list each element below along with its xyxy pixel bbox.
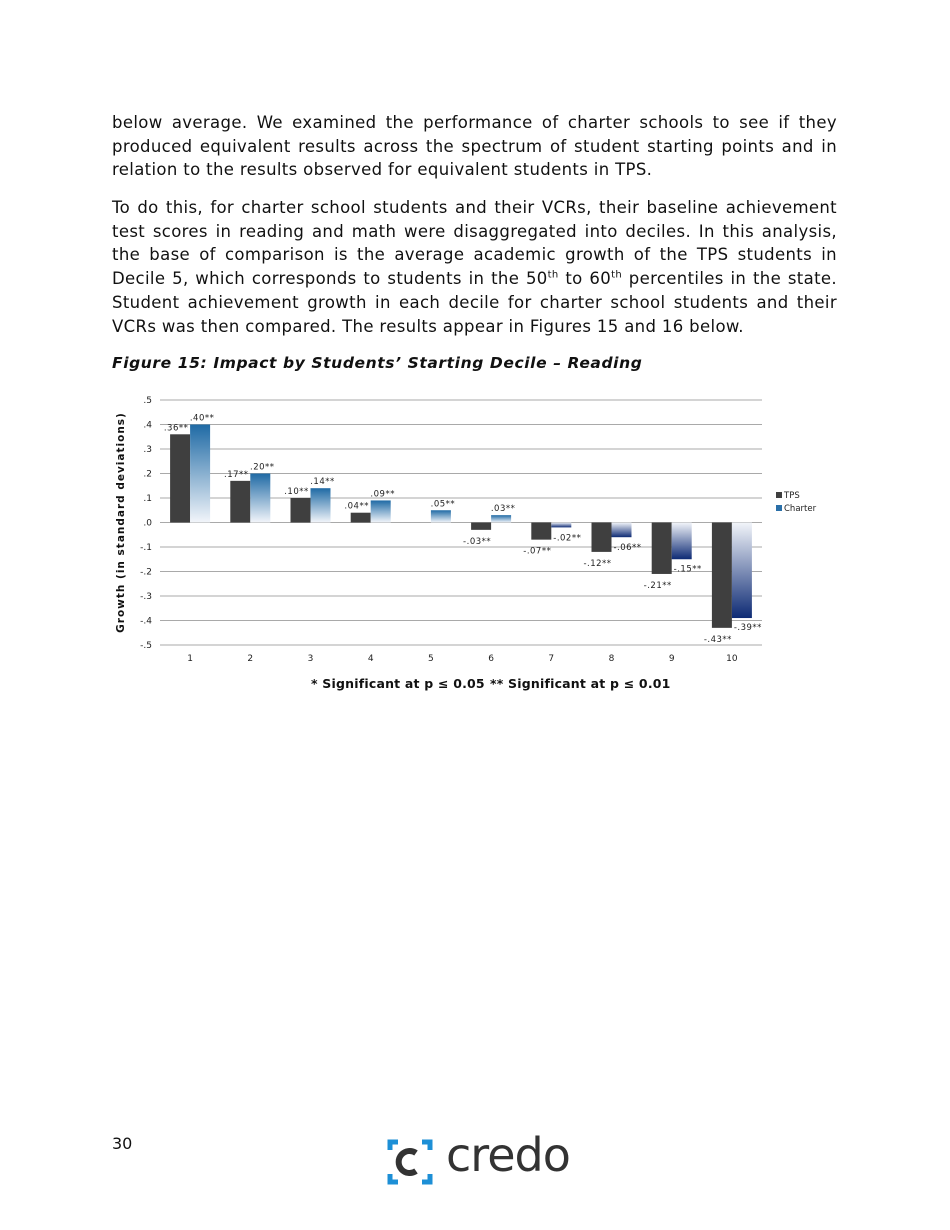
tps-data-label: .10** bbox=[284, 487, 309, 497]
charter-data-label: -.02** bbox=[553, 533, 582, 544]
charter-bar bbox=[190, 425, 210, 523]
tps-data-label: -.21** bbox=[643, 580, 672, 591]
tps-data-label: .36** bbox=[163, 423, 189, 434]
y-tick-label: .1 bbox=[143, 494, 152, 504]
tps-bar bbox=[652, 523, 672, 574]
charter-bar bbox=[311, 488, 331, 522]
x-tick-label: 8 bbox=[608, 654, 615, 664]
charter-data-label: .20** bbox=[250, 462, 275, 473]
tps-data-label: -.03** bbox=[463, 536, 492, 547]
tps-bar bbox=[531, 523, 551, 540]
charter-bar bbox=[551, 523, 571, 528]
charter-data-label: -.39** bbox=[733, 623, 762, 634]
tps-bar bbox=[170, 434, 190, 522]
tps-data-label: -.07** bbox=[523, 546, 552, 557]
tps-bar bbox=[351, 513, 371, 523]
charter-data-label: -.06** bbox=[613, 543, 642, 554]
tps-data-label: -.43** bbox=[703, 634, 732, 645]
charter-data-label: .03** bbox=[490, 504, 516, 515]
charter-data-label: .14** bbox=[310, 477, 335, 488]
credo-logo bbox=[386, 1128, 570, 1188]
method-text-c: percentiles in the state. Student achievement growth in each decile for charter school students and their VCRs was then compared. The results appear in Figures 15 and 16 below. bbox=[112, 269, 837, 336]
y-tick-label: .0 bbox=[143, 518, 152, 529]
legend-swatch-tps bbox=[776, 492, 782, 498]
charter-bar bbox=[732, 523, 752, 619]
y-tick-label: -.4 bbox=[140, 616, 152, 627]
charter-bar bbox=[431, 510, 451, 522]
x-tick-label: 2 bbox=[247, 654, 254, 664]
tps-bar bbox=[291, 498, 311, 523]
charter-bar bbox=[371, 500, 391, 522]
legend-swatch-charter bbox=[776, 505, 782, 511]
y-tick-label: -.3 bbox=[140, 592, 152, 602]
superscript-th-2: th bbox=[611, 269, 623, 281]
bar-chart bbox=[108, 388, 828, 668]
page-number: 30 bbox=[112, 1134, 133, 1153]
x-tick-label: 5 bbox=[428, 654, 434, 664]
method-paragraph bbox=[112, 196, 837, 338]
tps-bar bbox=[712, 523, 732, 628]
charter-bar bbox=[612, 523, 632, 538]
y-tick-label: -.2 bbox=[140, 567, 152, 578]
x-tick-label: 3 bbox=[307, 654, 314, 664]
figure-title: Figure 15: Impact by Students’ Starting Decile – Reading bbox=[112, 354, 643, 372]
method-text-b: to 60 bbox=[558, 269, 612, 289]
charter-data-label: .05** bbox=[430, 499, 456, 510]
y-tick-label: .3 bbox=[143, 445, 152, 455]
method-text-a: To do this, for charter school students and their VCRs, their baseline achievement test scores in reading and math were disaggregated into deciles. In this analysis, the base of comparison is the average academic growth of the TPS students in Decile 5, which corresponds to students in the 50 bbox=[112, 198, 837, 289]
y-tick-label: .2 bbox=[143, 469, 152, 480]
charter-data-label: .09** bbox=[370, 489, 395, 500]
footnote-significance-01: ** Significant at p ≤ 0.01 bbox=[490, 676, 671, 691]
tps-data-label: .17** bbox=[224, 469, 249, 480]
legend-label-tps: TPS bbox=[784, 491, 800, 501]
footnote-significance-05: * Significant at p ≤ 0.05 bbox=[311, 676, 485, 691]
x-tick-label: 4 bbox=[367, 654, 374, 664]
credo-logo-text: credo bbox=[446, 1128, 570, 1182]
intro-paragraph: below average. We examined the performance of charter schools to see if they produced equivalent results across the spectrum of student starting points and in relation to the results observed for equivalent students in TPS. bbox=[112, 113, 837, 180]
x-tick-label: 1 bbox=[187, 654, 193, 664]
tps-bar bbox=[592, 523, 612, 552]
charter-data-label: -.15** bbox=[673, 564, 702, 575]
credo-logo-icon bbox=[386, 1138, 434, 1186]
x-tick-label: 9 bbox=[668, 654, 675, 664]
charter-bar bbox=[672, 523, 692, 560]
tps-data-label: .04** bbox=[344, 501, 369, 512]
y-tick-label: .4 bbox=[143, 420, 152, 431]
y-tick-label: -.1 bbox=[140, 543, 152, 553]
tps-data-label: -.12** bbox=[583, 558, 612, 569]
legend-label-charter: Charter bbox=[784, 504, 817, 514]
y-tick-label: .5 bbox=[143, 396, 152, 406]
x-tick-label: 7 bbox=[548, 654, 555, 664]
charter-bar bbox=[491, 515, 511, 522]
superscript-th-1: th bbox=[547, 269, 559, 281]
x-tick-label: 10 bbox=[726, 654, 738, 664]
y-tick-label: -.5 bbox=[140, 641, 152, 651]
y-axis-title: Growth (in standard deviations) bbox=[115, 412, 127, 633]
tps-bar bbox=[230, 481, 250, 523]
charter-bar bbox=[250, 474, 270, 523]
charter-data-label: .40** bbox=[189, 413, 215, 424]
tps-bar bbox=[471, 523, 491, 530]
x-tick-label: 6 bbox=[488, 654, 494, 664]
